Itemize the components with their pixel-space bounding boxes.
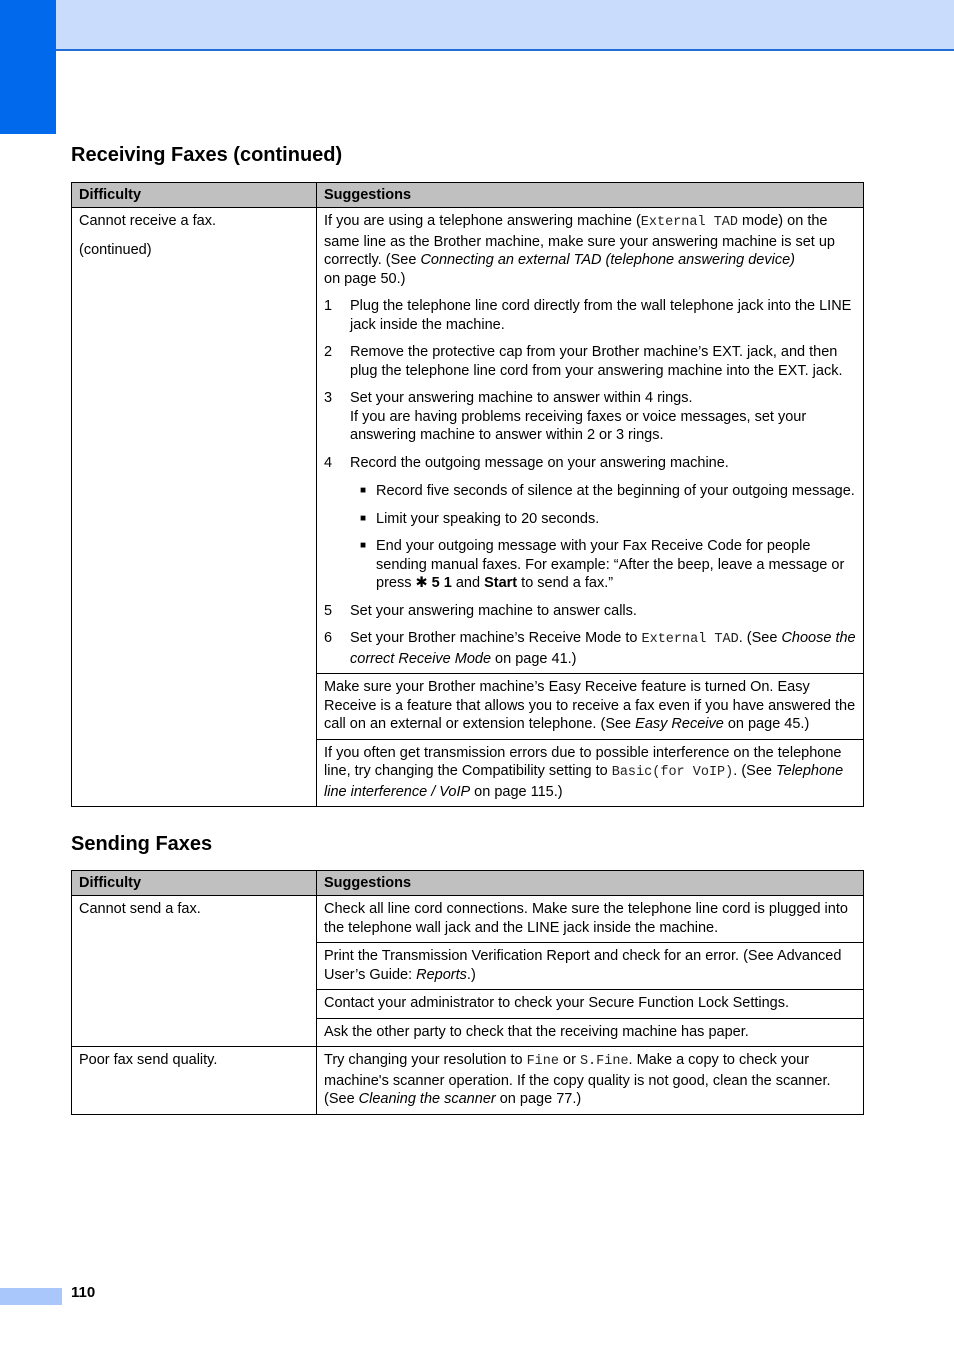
star-key-icon: ✱ (415, 575, 428, 591)
table-header-row (72, 183, 864, 208)
column-header-suggestions: Suggestions (317, 183, 864, 208)
suggestion-cell: Check all line cord connections. Make sure the telephone line cord is plugged into the telephone wall jack and the LINE jack inside the machine. (317, 896, 864, 943)
suggestion-cell: Print the Transmission Verification Report and check for an error. (See Advanced User’s Guide: Reports.) (317, 943, 864, 990)
square-bullet-icon: ■ (360, 512, 367, 524)
bullet-item: ■ End your outgoing message with your Fax Receive Code for people sending manual faxes. For example: “After the beep, leave a message or press ✱ 5 1 and Start to send a fax.” (360, 538, 845, 591)
section-title-receiving: Receiving Faxes (continued) (71, 144, 343, 166)
header-band (0, 0, 954, 51)
step-6: 6 Set your Brother machine’s Receive Mode to External TAD. (See Choose the correct Receive Mode on page 41.) (324, 630, 856, 667)
suggestion-easy-receive-cell: Make sure your Brother machine’s Easy Receive feature is turned On. Easy Receive is a feature that allows you to receive a fax even if you have answered the call on an external or extension telephone. (See Easy Receive on page 45.) (317, 674, 864, 740)
step-5: 5 Set your answering machine to answer calls. (324, 602, 637, 619)
table-row (72, 1047, 864, 1115)
suggestion-cell: Try changing your resolution to Fine or S.Fine. Make a copy to check your machine's scanner operation. If the copy quality is not good, clean the scanner. (See Cleaning the scanner on page 77.) (317, 1047, 864, 1115)
step-2: 2 Remove the protective cap from your Brother machine’s EXT. jack, and then plug the telephone line cord from your answering machine into the EXT. jack. (324, 344, 843, 379)
page-number-tab (0, 1288, 62, 1305)
step-3: 3 Set your answering machine to answer within 4 rings. If you are having problems receiving faxes or voice messages, set your answering machine to answer within 2 or 3 rings. (324, 390, 807, 443)
suggestion-cell: Ask the other party to check that the receiving machine has paper. (317, 1018, 864, 1047)
step-4: 4 Record the outgoing message on your answering machine. (324, 454, 729, 471)
suggestion-voip-cell: If you often get transmission errors due to possible interference on the telephone line, try changing the Compatibility setting to Basic(for VoIP). (See Telephone line interference / VoIP on page 115.) (317, 739, 864, 807)
page-number: 110 (71, 1284, 96, 1301)
difficulty-cell: Poor fax send quality. (72, 1047, 317, 1115)
table-header-row (72, 871, 864, 896)
receiving-faxes-table (71, 182, 864, 807)
step-1: 1 Plug the telephone line cord directly from the wall telephone jack into the LINE jack inside the machine. (324, 298, 852, 333)
bullet-item: ■ Record five seconds of silence at the beginning of your outgoing message. (360, 483, 855, 499)
column-header-suggestions: Suggestions (317, 871, 864, 896)
suggestion-tad-cell (317, 208, 864, 674)
column-header-difficulty: Difficulty (72, 871, 317, 896)
square-bullet-icon: ■ (360, 485, 367, 496)
table-row (72, 896, 864, 943)
square-bullet-icon: ■ (360, 540, 367, 551)
difficulty-cell (72, 208, 317, 807)
section-title-sending: Sending Faxes (71, 833, 213, 855)
suggestion-cell: Contact your administrator to check your Secure Function Lock Settings. (317, 990, 864, 1019)
difficulty-cell: Cannot send a fax. (72, 896, 317, 1047)
chapter-tab (0, 0, 56, 134)
bullet-item: ■ Limit your speaking to 20 seconds. (360, 510, 600, 527)
sending-faxes-table (71, 870, 864, 1115)
tad-intro: If you are using a telephone answering machine (External TAD mode) on the same line as the Brother machine, make sure your answering machine is set up correctly. (See Connecting an external TAD (telephone answering device) on page 50.) (324, 213, 835, 287)
column-header-difficulty: Difficulty (72, 183, 317, 208)
difficulty-text: Cannot receive a fax. (79, 213, 217, 229)
table-row (72, 208, 864, 674)
continued-label: (continued) (79, 241, 152, 258)
